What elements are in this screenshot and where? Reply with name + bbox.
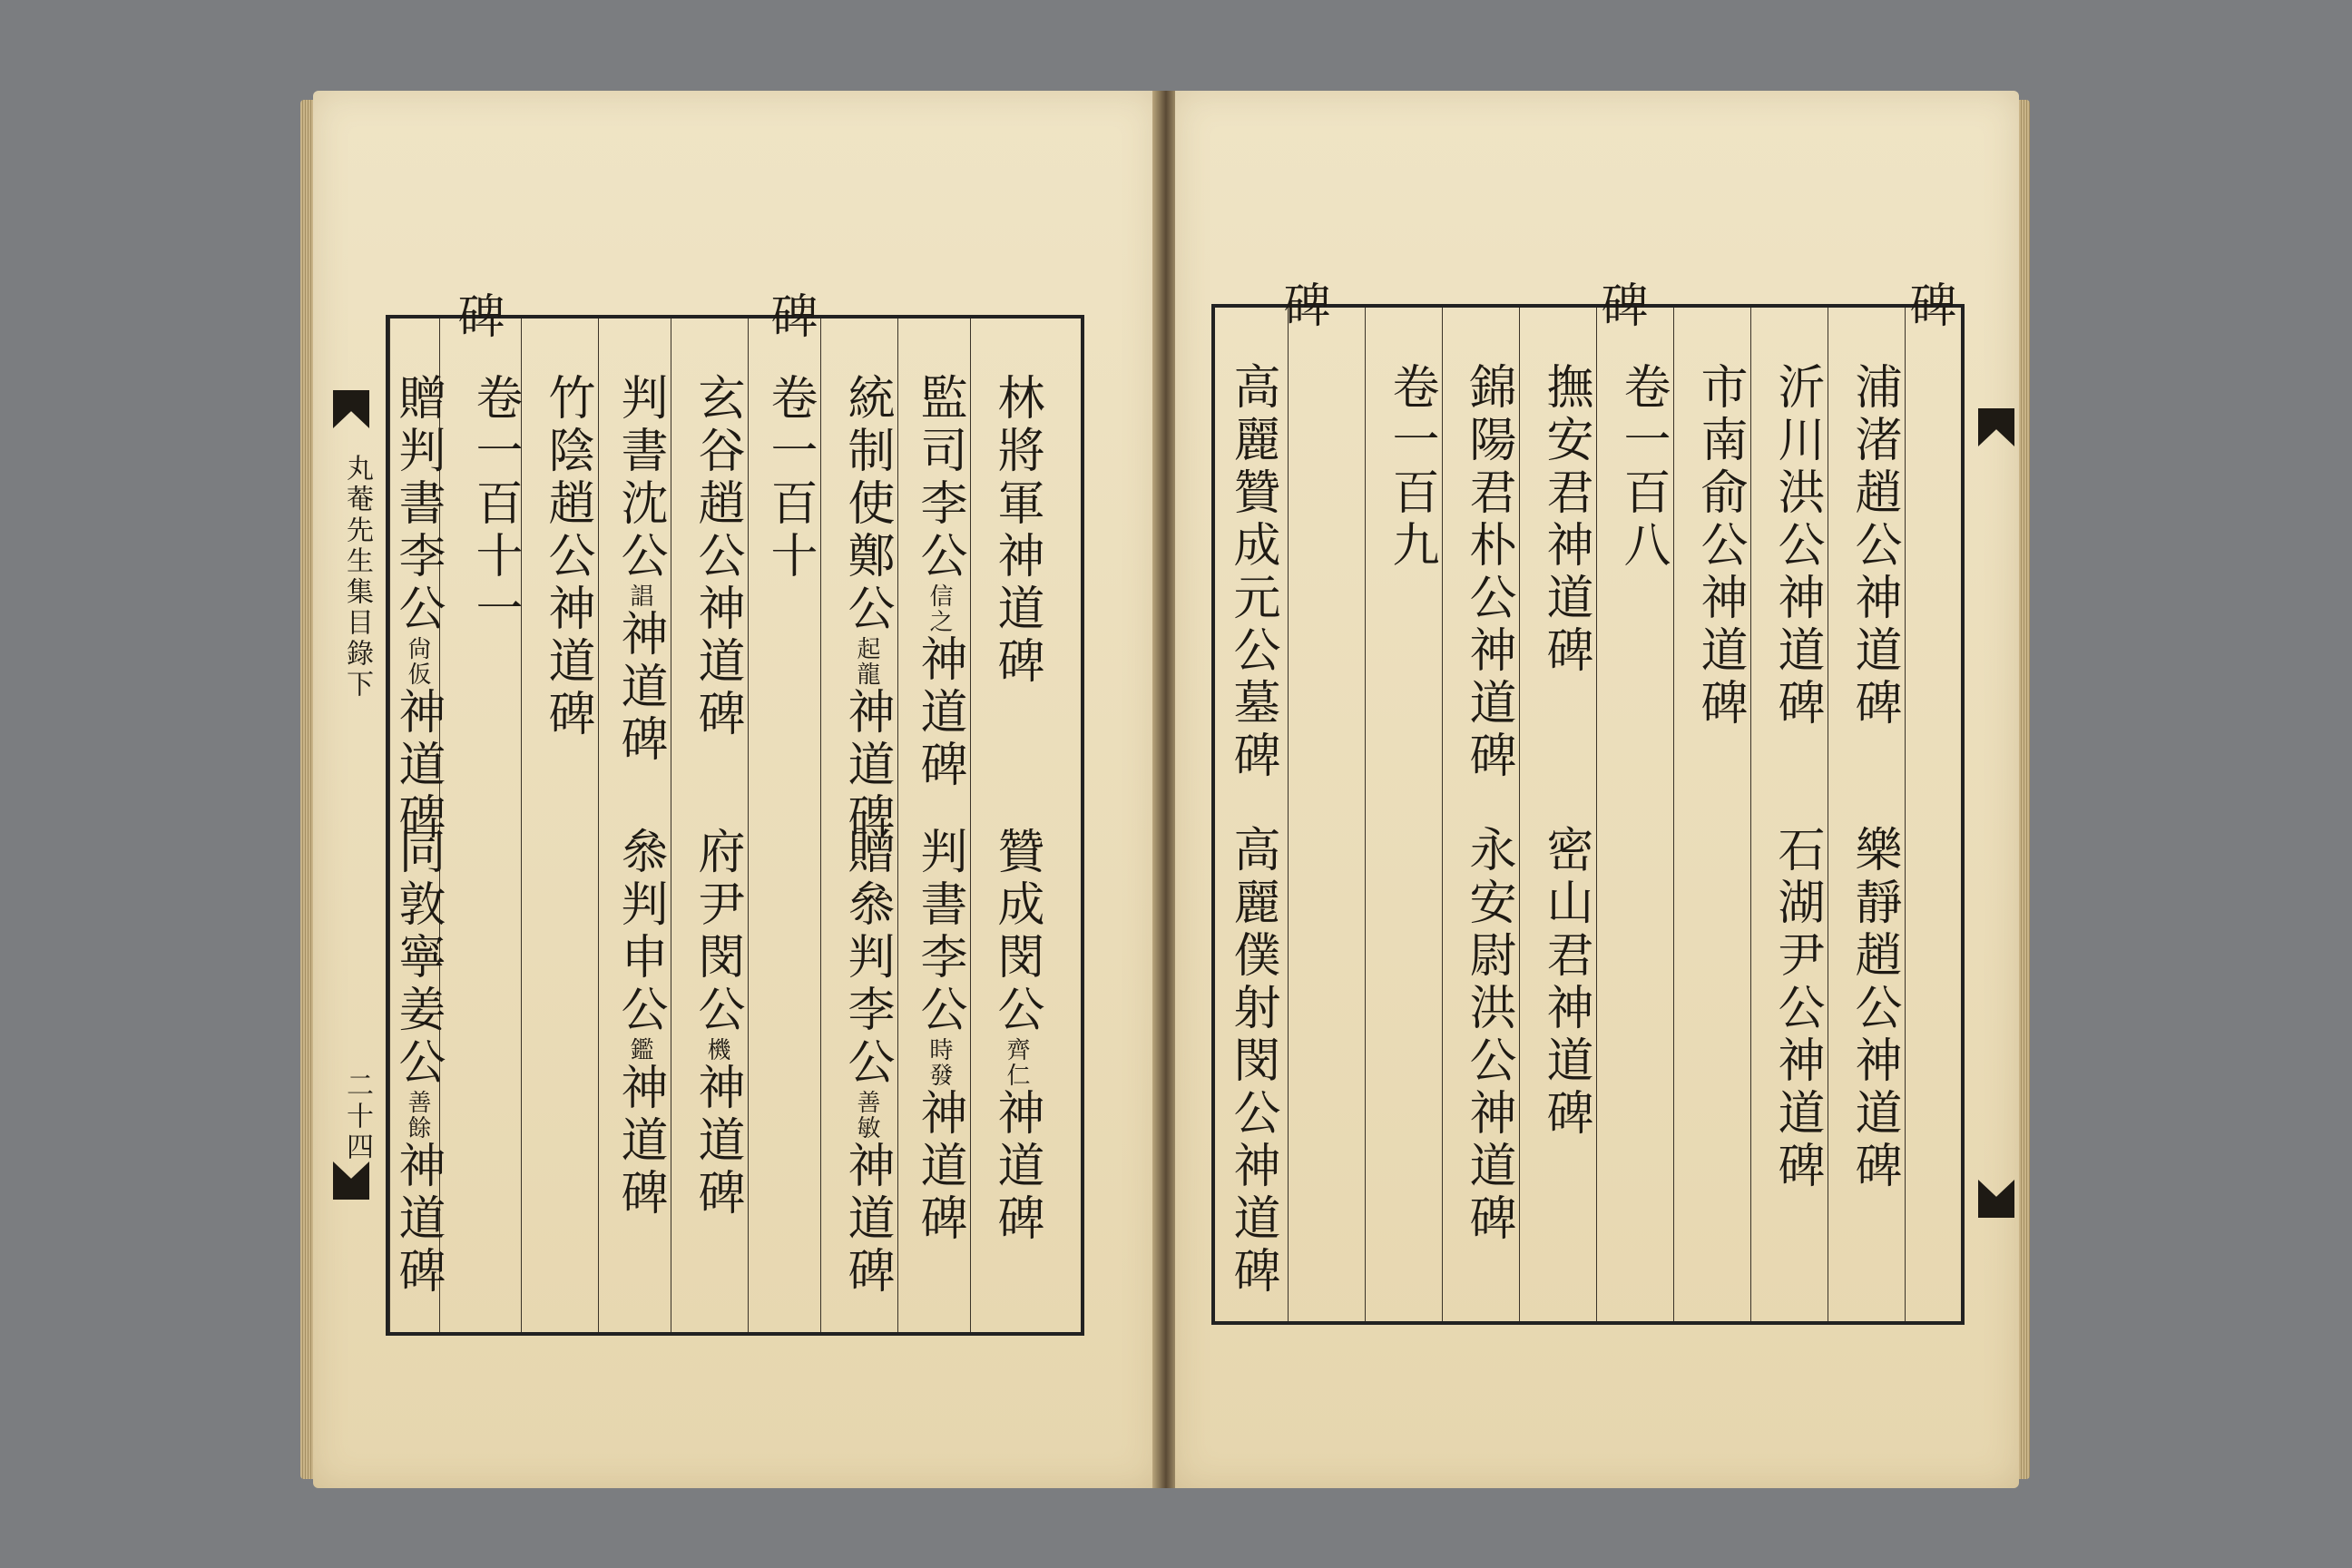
page-number: 二十四 [341, 1071, 373, 1163]
entry-won-goryeo: 高麗贊成元公墓碑 [1225, 362, 1279, 783]
entry-sim-minister: 判書沈公誯神道碑 [612, 373, 667, 767]
entry-jeong-commander: 統制使鄭公起龍神道碑 [839, 373, 894, 845]
entry-min-chancellor: 贊成閔公齊仁神道碑 [989, 827, 1044, 1246]
entry-hong-yeongan: 永安尉洪公神道碑 [1461, 825, 1515, 1246]
volume-110: 卷一百十 [762, 373, 817, 583]
entry-min-goryeo: 高麗僕射閔公神道碑 [1225, 825, 1279, 1298]
volume-111: 卷一百十一 [467, 373, 522, 636]
entry-min-magistrate: 府尹閔公機神道碑 [690, 827, 744, 1220]
text-frame-right [1211, 280, 1965, 1325]
center-title: 丸菴先生集目錄下 [341, 454, 373, 701]
entry-lee-vice-minister: 贈叅判李公善敏神道碑 [839, 827, 894, 1298]
section-head-stele-r1: 碑 [1901, 280, 1955, 333]
right-page [1175, 91, 2019, 1488]
section-head-stele-r2: 碑 [1592, 280, 1647, 333]
open-book [313, 91, 2019, 1488]
entry-jo-jugeum: 竹陰趙公神道碑 [540, 373, 594, 741]
entry-jo-nakjeong: 樂靜趙公神道碑 [1847, 825, 1901, 1193]
section-head-stele-r3: 碑 [1275, 280, 1329, 333]
entry-milsan-gun: 密山君神道碑 [1538, 825, 1592, 1141]
fishtail-right-bottom-icon [1978, 1180, 2014, 1218]
entry-lee-inspector: 監司李公信之神道碑 [912, 373, 966, 792]
volume-108: 卷一百八 [1615, 362, 1670, 573]
entry-sin-vice-minister: 叅判申公鑑神道碑 [612, 827, 667, 1220]
text-frame-left [386, 291, 1084, 1336]
entry-kang-dongdonnyeong: 同敦寧姜公善餘神道碑 [390, 827, 445, 1298]
volume-109: 卷一百九 [1384, 362, 1438, 573]
entry-jo-pojeo: 浦渚趙公神道碑 [1847, 362, 1901, 730]
entry-yun-seokho: 石湖尹公神道碑 [1769, 825, 1824, 1193]
entry-muan-gun: 撫安君神道碑 [1538, 362, 1592, 678]
section-head-stele-2: 碑 [449, 291, 504, 344]
entry-yu-sinam: 市南俞公神道碑 [1692, 362, 1747, 730]
entry-lee-posthumous: 贈判書李公尙仮神道碑 [390, 373, 445, 845]
section-head-stele: 碑 [762, 291, 817, 344]
entry-hong-gicheon: 沂川洪公神道碑 [1769, 362, 1824, 730]
entry-park-geumyang: 錦陽君朴公神道碑 [1461, 362, 1515, 783]
fishtail-right-top-icon [1978, 408, 2014, 446]
entry-jo-hyeongok: 玄谷趙公神道碑 [690, 373, 744, 741]
fishtail-top-icon [333, 390, 369, 428]
entry-lee-minister: 判書李公時發神道碑 [912, 827, 966, 1246]
entry-lim-general: 林將軍神道碑 [989, 373, 1044, 689]
fishtail-bottom-icon [333, 1161, 369, 1200]
left-page [313, 91, 1157, 1488]
